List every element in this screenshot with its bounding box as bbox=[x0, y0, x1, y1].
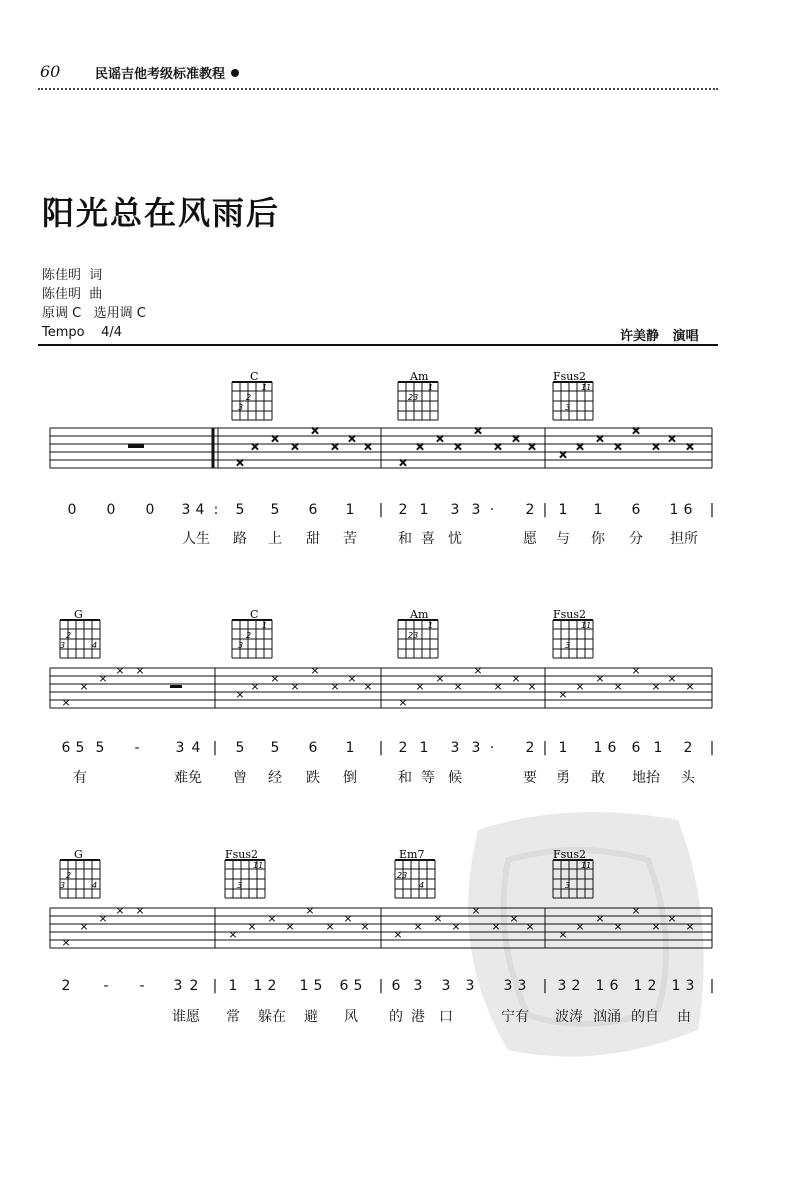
bullet-icon bbox=[231, 69, 239, 77]
lyric: 避 bbox=[304, 1009, 318, 1025]
note: 5 bbox=[270, 740, 280, 756]
chord-diagram-am bbox=[398, 370, 438, 420]
note: 6 bbox=[609, 978, 619, 994]
svg-text:×: × bbox=[613, 680, 623, 693]
note: 5 bbox=[235, 740, 245, 756]
numbered-notation-row bbox=[0, 978, 800, 998]
note: 6 bbox=[607, 740, 617, 756]
svg-text:×: × bbox=[453, 680, 463, 693]
svg-text:×: × bbox=[267, 912, 277, 925]
svg-text:23: 23 bbox=[408, 631, 419, 640]
tab-system-2 bbox=[0, 608, 800, 723]
note: 3 bbox=[685, 978, 695, 994]
svg-text:23: 23 bbox=[408, 393, 419, 402]
lyric: 勇 bbox=[556, 770, 570, 786]
svg-text:×: × bbox=[435, 672, 445, 685]
lyric: 风 bbox=[344, 1009, 358, 1025]
note: 1 bbox=[558, 502, 568, 518]
svg-text:×: × bbox=[685, 440, 695, 453]
svg-text:×: × bbox=[651, 920, 661, 933]
svg-text:×: × bbox=[595, 912, 605, 925]
note: 6 bbox=[308, 502, 318, 518]
note: 3 bbox=[465, 978, 475, 994]
note: 4 bbox=[195, 502, 205, 518]
svg-text:×: × bbox=[235, 688, 245, 701]
svg-text:×: × bbox=[228, 928, 238, 941]
lyric: 地抬 bbox=[632, 770, 660, 786]
chord-diagram-am bbox=[398, 608, 438, 658]
strum-notes bbox=[235, 424, 694, 469]
note: 1 bbox=[669, 502, 679, 518]
lyric: 喜 bbox=[421, 531, 435, 547]
dash: - bbox=[134, 740, 140, 756]
note: 5 bbox=[313, 978, 323, 994]
svg-text:×: × bbox=[305, 904, 315, 917]
numbered-notation-row bbox=[0, 740, 800, 760]
lyric: 和 bbox=[398, 531, 412, 547]
lyric: 曾 bbox=[233, 770, 247, 786]
lyric: 路 bbox=[233, 531, 247, 547]
svg-text:×: × bbox=[667, 672, 677, 685]
note: 0 bbox=[145, 502, 155, 518]
svg-text:4: 4 bbox=[92, 881, 98, 890]
svg-text:×: × bbox=[98, 912, 108, 925]
svg-text:3: 3 bbox=[237, 881, 243, 890]
lyric: 经 bbox=[268, 770, 282, 786]
svg-text:×: × bbox=[473, 424, 483, 437]
note: 2 bbox=[525, 502, 535, 518]
note: 2 bbox=[525, 740, 535, 756]
barline: | bbox=[378, 978, 384, 994]
note: 2 bbox=[267, 978, 277, 994]
composer: 陈佳明 曲 bbox=[42, 287, 103, 302]
lyric: 与 bbox=[556, 531, 570, 547]
svg-text:×: × bbox=[667, 432, 677, 445]
lyric: 愿 bbox=[523, 531, 537, 547]
svg-text:×: × bbox=[343, 912, 353, 925]
song-meta bbox=[42, 266, 146, 342]
lyric: 汹涌 bbox=[593, 1009, 621, 1025]
svg-text:×: × bbox=[435, 432, 445, 445]
svg-text:11: 11 bbox=[253, 861, 264, 870]
lyric: 分 bbox=[629, 531, 643, 547]
svg-text:4: 4 bbox=[92, 641, 98, 650]
barline: | bbox=[709, 740, 715, 756]
lyric: 担所 bbox=[670, 531, 698, 547]
chord-name: C bbox=[250, 370, 259, 383]
svg-text:×: × bbox=[363, 680, 373, 693]
barline: | bbox=[378, 502, 384, 518]
svg-text:×: × bbox=[285, 920, 295, 933]
strum-notes bbox=[61, 904, 694, 949]
chord-diagram-g bbox=[60, 848, 100, 898]
chord-diagram-fsus2 bbox=[225, 848, 265, 898]
lyric: 倒 bbox=[343, 770, 357, 786]
note: 6 bbox=[339, 978, 349, 994]
svg-text:×: × bbox=[685, 920, 695, 933]
svg-text:×: × bbox=[235, 456, 245, 469]
chord-name: C bbox=[250, 608, 259, 621]
dot: · bbox=[489, 502, 495, 518]
lyric: 跌 bbox=[306, 770, 320, 786]
svg-text:×: × bbox=[471, 904, 481, 917]
svg-text:×: × bbox=[360, 920, 370, 933]
svg-text:×: × bbox=[473, 664, 483, 677]
svg-text:×: × bbox=[98, 672, 108, 685]
barline: | bbox=[709, 502, 715, 518]
note: 6 bbox=[631, 502, 641, 518]
barline: | bbox=[542, 502, 548, 518]
note: 6 bbox=[391, 978, 401, 994]
svg-text:×: × bbox=[347, 432, 357, 445]
svg-text:1: 1 bbox=[428, 383, 434, 392]
note: 3 bbox=[173, 978, 183, 994]
note: 1 bbox=[593, 740, 603, 756]
svg-text:×: × bbox=[270, 432, 280, 445]
chord-name: Fsus2 bbox=[225, 848, 259, 861]
svg-text:×: × bbox=[493, 680, 503, 693]
lyric: 躲在 bbox=[258, 1009, 286, 1025]
lyric: 由 bbox=[677, 1009, 691, 1025]
svg-text:×: × bbox=[631, 904, 641, 917]
numbered-notation-row bbox=[0, 502, 800, 522]
svg-text:×: × bbox=[667, 912, 677, 925]
note: 2 bbox=[61, 978, 71, 994]
book-title bbox=[95, 63, 239, 82]
note: 3 bbox=[441, 978, 451, 994]
lyric: 人生 bbox=[182, 531, 210, 547]
note: 3 bbox=[450, 502, 460, 518]
note: 6 bbox=[308, 740, 318, 756]
barline: | bbox=[709, 978, 715, 994]
page-number: 60 bbox=[40, 62, 61, 81]
svg-text:×: × bbox=[413, 920, 423, 933]
lyricist: 陈佳明 词 bbox=[42, 268, 103, 283]
svg-text:×: × bbox=[651, 680, 661, 693]
song-title: 阳光总在风雨后 bbox=[42, 194, 281, 232]
chord-name: Fsus2 bbox=[553, 370, 587, 383]
dot: · bbox=[489, 740, 495, 756]
svg-text:23: 23 bbox=[397, 871, 408, 880]
note: 1 bbox=[633, 978, 643, 994]
note: 2 bbox=[189, 978, 199, 994]
svg-text:×: × bbox=[575, 920, 585, 933]
note: 1 bbox=[299, 978, 309, 994]
svg-text:3: 3 bbox=[565, 881, 571, 890]
note: 1 bbox=[419, 740, 429, 756]
svg-text:×: × bbox=[398, 696, 408, 709]
chord-diagram-fsus2 bbox=[553, 608, 593, 658]
svg-text:×: × bbox=[250, 680, 260, 693]
svg-text:×: × bbox=[613, 440, 623, 453]
rest bbox=[128, 444, 144, 448]
note: 5 bbox=[353, 978, 363, 994]
chord-diagram-em7 bbox=[395, 848, 435, 898]
svg-text:×: × bbox=[613, 920, 623, 933]
note: 3 bbox=[181, 502, 191, 518]
chord-diagram-g bbox=[60, 608, 100, 658]
svg-text:×: × bbox=[558, 688, 568, 701]
note: 3 bbox=[503, 978, 513, 994]
svg-text:11: 11 bbox=[581, 861, 592, 870]
svg-text:×: × bbox=[595, 672, 605, 685]
note: 3 bbox=[175, 740, 185, 756]
chord-name: G bbox=[74, 848, 83, 861]
lyric: 候 bbox=[448, 770, 462, 786]
svg-text:×: × bbox=[575, 680, 585, 693]
chord-name: Fsus2 bbox=[553, 608, 587, 621]
note: 5 bbox=[235, 502, 245, 518]
header-rule bbox=[38, 88, 718, 90]
lyric: 和 bbox=[398, 770, 412, 786]
svg-text:×: × bbox=[115, 904, 125, 917]
lyric: 甜 bbox=[306, 531, 320, 547]
note: 1 bbox=[595, 978, 605, 994]
lyric: 要 bbox=[523, 770, 537, 786]
svg-text:3: 3 bbox=[565, 641, 571, 650]
svg-text:1: 1 bbox=[262, 383, 268, 392]
svg-text:×: × bbox=[511, 672, 521, 685]
svg-text:2: 2 bbox=[246, 631, 252, 640]
chord-diagram-c bbox=[232, 608, 272, 658]
note: 1 bbox=[345, 740, 355, 756]
svg-text:×: × bbox=[631, 424, 641, 437]
svg-text:×: × bbox=[310, 664, 320, 677]
lyric: 有 bbox=[73, 770, 87, 786]
note: 0 bbox=[67, 502, 77, 518]
barline: | bbox=[212, 978, 218, 994]
lyric: 常 bbox=[226, 1009, 240, 1025]
note: 1 bbox=[671, 978, 681, 994]
note: 0 bbox=[106, 502, 116, 518]
svg-text:×: × bbox=[651, 440, 661, 453]
svg-text:×: × bbox=[453, 440, 463, 453]
svg-text:×: × bbox=[325, 920, 335, 933]
note: 1 bbox=[228, 978, 238, 994]
lyrics-row bbox=[0, 767, 800, 787]
meta-rule bbox=[38, 344, 718, 346]
svg-text:×: × bbox=[310, 424, 320, 437]
lyrics-row bbox=[0, 1006, 800, 1026]
svg-text:×: × bbox=[398, 456, 408, 469]
svg-text:×: × bbox=[433, 912, 443, 925]
chord-name: Em7 bbox=[399, 848, 425, 861]
svg-text:11: 11 bbox=[581, 621, 592, 630]
lyric: 你 bbox=[591, 531, 605, 547]
lyric: 口 bbox=[439, 1009, 453, 1025]
svg-text:4: 4 bbox=[419, 881, 425, 890]
svg-text:1: 1 bbox=[428, 621, 434, 630]
svg-text:×: × bbox=[415, 680, 425, 693]
key-info: 原调 C 选用调 C bbox=[42, 306, 146, 321]
svg-text:×: × bbox=[61, 936, 71, 949]
svg-text:×: × bbox=[493, 440, 503, 453]
lyric: 难免 bbox=[174, 770, 202, 786]
note: 2 bbox=[647, 978, 657, 994]
note: 1 bbox=[253, 978, 263, 994]
tab-system-1 bbox=[0, 370, 800, 480]
lyric: 苦 bbox=[343, 531, 357, 547]
svg-text:×: × bbox=[135, 904, 145, 917]
chord-diagram-fsus2 bbox=[553, 370, 593, 420]
note: 2 bbox=[571, 978, 581, 994]
note: 6 bbox=[683, 502, 693, 518]
svg-text:×: × bbox=[491, 920, 501, 933]
svg-text:3: 3 bbox=[238, 641, 244, 650]
svg-text:×: × bbox=[575, 440, 585, 453]
lyrics-row bbox=[0, 528, 800, 548]
note: 3 bbox=[413, 978, 423, 994]
svg-text:×: × bbox=[347, 672, 357, 685]
svg-text:×: × bbox=[511, 432, 521, 445]
note: 3 bbox=[557, 978, 567, 994]
svg-text:3: 3 bbox=[565, 403, 571, 412]
note: 1 bbox=[419, 502, 429, 518]
chord-name: Am bbox=[410, 608, 429, 621]
dash: - bbox=[103, 978, 109, 994]
barline: | bbox=[378, 740, 384, 756]
note: 4 bbox=[191, 740, 201, 756]
svg-text:×: × bbox=[135, 664, 145, 677]
svg-text:2: 2 bbox=[66, 871, 72, 880]
tempo: Tempo 4/4 bbox=[42, 325, 123, 340]
note: 5 bbox=[75, 740, 85, 756]
svg-text:×: × bbox=[79, 920, 89, 933]
barline: | bbox=[212, 740, 218, 756]
svg-text:×: × bbox=[330, 440, 340, 453]
svg-text:×: × bbox=[631, 664, 641, 677]
chord-diagram-fsus2 bbox=[553, 848, 593, 898]
note: 2 bbox=[398, 502, 408, 518]
svg-text:×: × bbox=[79, 680, 89, 693]
note: 1 bbox=[593, 502, 603, 518]
svg-text:×: × bbox=[558, 928, 568, 941]
svg-text:×: × bbox=[685, 680, 695, 693]
svg-text:×: × bbox=[527, 680, 537, 693]
note: 3 bbox=[471, 740, 481, 756]
svg-text:×: × bbox=[363, 440, 373, 453]
svg-text:×: × bbox=[247, 920, 257, 933]
barline: | bbox=[542, 740, 548, 756]
note: 2 bbox=[398, 740, 408, 756]
svg-text:×: × bbox=[527, 440, 537, 453]
svg-text:×: × bbox=[115, 664, 125, 677]
svg-text:×: × bbox=[270, 672, 280, 685]
note: 2 bbox=[683, 740, 693, 756]
svg-text:×: × bbox=[290, 680, 300, 693]
lyric: 港 bbox=[411, 1009, 425, 1025]
svg-text:3: 3 bbox=[238, 403, 244, 412]
note: 1 bbox=[653, 740, 663, 756]
note: 3 bbox=[471, 502, 481, 518]
chord-name: G bbox=[74, 608, 83, 621]
lyric: 宁有 bbox=[501, 1009, 529, 1025]
note: 3 bbox=[517, 978, 527, 994]
note: 6 bbox=[631, 740, 641, 756]
svg-text:3: 3 bbox=[60, 881, 66, 890]
svg-text:1: 1 bbox=[262, 621, 268, 630]
lyric: 忧 bbox=[448, 531, 462, 547]
repeat-sign: : bbox=[213, 502, 219, 518]
tab-system-3 bbox=[0, 848, 800, 963]
svg-text:×: × bbox=[415, 440, 425, 453]
lyric: 的自 bbox=[631, 1009, 659, 1025]
singer: 许美静 演唱 bbox=[620, 329, 699, 344]
lyric: 等 bbox=[421, 770, 435, 786]
svg-text:×: × bbox=[451, 920, 461, 933]
chord-name: Am bbox=[410, 370, 429, 383]
svg-text:2: 2 bbox=[66, 631, 72, 640]
chord-name: Fsus2 bbox=[553, 848, 587, 861]
svg-text:3: 3 bbox=[60, 641, 66, 650]
svg-text:11: 11 bbox=[581, 383, 592, 392]
note: 6 bbox=[61, 740, 71, 756]
note: 5 bbox=[95, 740, 105, 756]
svg-text:×: × bbox=[525, 920, 535, 933]
svg-text:×: × bbox=[250, 440, 260, 453]
note: 1 bbox=[558, 740, 568, 756]
dash: - bbox=[139, 978, 145, 994]
note: 1 bbox=[345, 502, 355, 518]
svg-text:×: × bbox=[558, 448, 568, 461]
barline: | bbox=[542, 978, 548, 994]
chord-diagram-c bbox=[232, 370, 272, 420]
svg-text:×: × bbox=[330, 680, 340, 693]
svg-text:2: 2 bbox=[246, 393, 252, 402]
lyric: 的 bbox=[389, 1009, 403, 1025]
svg-text:×: × bbox=[509, 912, 519, 925]
lyric: 上 bbox=[268, 531, 282, 547]
lyric: 谁愿 bbox=[172, 1009, 200, 1025]
rest bbox=[170, 685, 182, 688]
note: 3 bbox=[450, 740, 460, 756]
book-title-text: 民谣吉他考级标准教程 bbox=[95, 67, 226, 82]
strum-notes bbox=[61, 664, 694, 709]
svg-text:×: × bbox=[290, 440, 300, 453]
svg-text:×: × bbox=[393, 928, 403, 941]
note: 5 bbox=[270, 502, 280, 518]
lyric: 敢 bbox=[591, 770, 605, 786]
svg-text:×: × bbox=[61, 696, 71, 709]
svg-text:×: × bbox=[595, 432, 605, 445]
lyric: 波涛 bbox=[555, 1009, 583, 1025]
lyric: 头 bbox=[681, 770, 695, 786]
